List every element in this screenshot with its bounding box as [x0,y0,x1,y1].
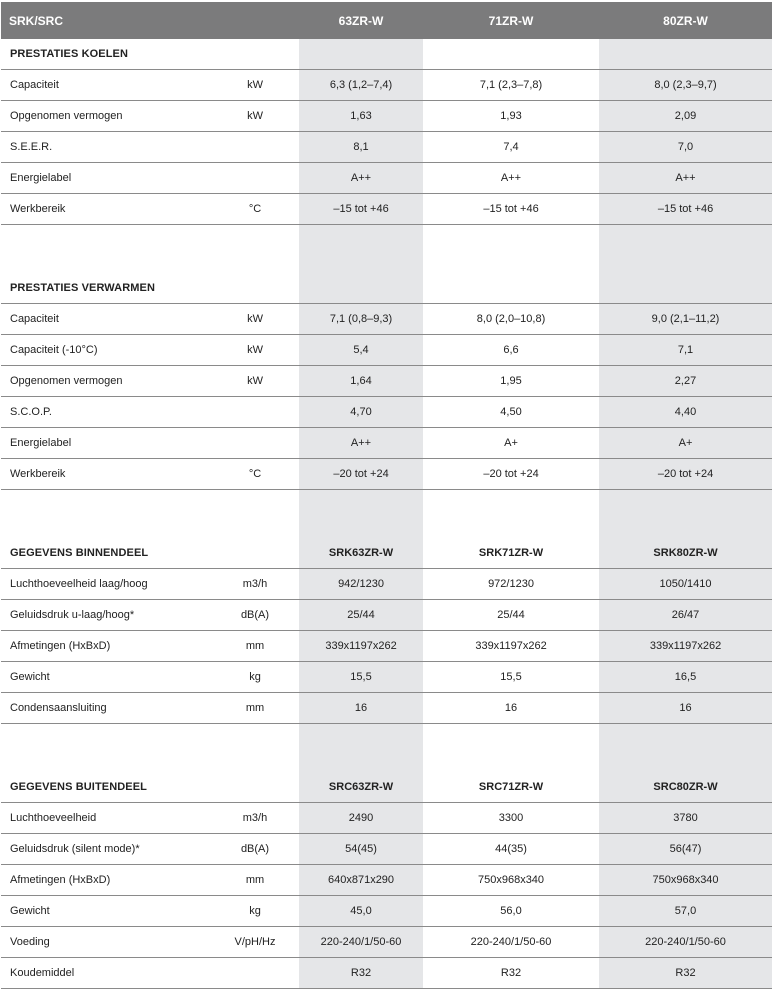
row-unit [211,132,299,163]
row-value: 15,5 [423,662,599,693]
row-value: A++ [423,163,599,194]
row-unit: V/pH/Hz [211,927,299,958]
table-row [1,662,772,693]
spacer-cell [599,490,772,539]
row-unit: mm [211,865,299,896]
row-label: Opgenomen vermogen [1,366,211,397]
row-value: 2490 [299,803,423,834]
row-value: 25/44 [423,600,599,631]
table-body [1,39,772,989]
row-value: 7,0 [599,132,772,163]
section-unit-cell [211,772,299,803]
row-label: Afmetingen (HxBxD) [1,865,211,896]
table-row [1,896,772,927]
row-value: –15 tot +46 [423,194,599,225]
row-value: 16 [599,693,772,724]
table-row [1,459,772,490]
section-model-cell: SRK71ZR-W [423,538,599,569]
section-title: PRESTATIES VERWARMEN [1,273,211,304]
section-model-cell [423,39,599,70]
row-value: 4,40 [599,397,772,428]
row-value: 16,5 [599,662,772,693]
section-unit-cell [211,273,299,304]
table-row [1,631,772,662]
spacer-cell [1,490,211,539]
row-value: 15,5 [299,662,423,693]
section-spacer [1,225,772,274]
row-label: Koudemiddel [1,958,211,989]
spacer-cell [423,490,599,539]
table-row [1,803,772,834]
row-value: 1,93 [423,101,599,132]
row-label: Werkbereik [1,194,211,225]
row-unit: dB(A) [211,600,299,631]
row-value: 25/44 [299,600,423,631]
table-row [1,132,772,163]
spec-table [1,2,772,989]
spacer-cell [299,724,423,773]
spacer-cell [599,724,772,773]
row-value: R32 [299,958,423,989]
row-value: R32 [423,958,599,989]
row-label: Luchthoeveelheid laag/hoog [1,569,211,600]
spacer-cell [211,225,299,274]
table-row [1,304,772,335]
row-value: 9,0 (2,1–11,2) [599,304,772,335]
section-model-cell: SRC71ZR-W [423,772,599,803]
row-value: –20 tot +24 [299,459,423,490]
row-label: Afmetingen (HxBxD) [1,631,211,662]
spacer-cell [211,724,299,773]
row-value: 5,4 [299,335,423,366]
row-value: 220-240/1/50-60 [599,927,772,958]
row-value: 54(45) [299,834,423,865]
row-value: 339x1197x262 [599,631,772,662]
row-value: 7,1 (2,3–7,8) [423,70,599,101]
row-value: 1050/1410 [599,569,772,600]
spacer-cell [1,724,211,773]
row-value: 2,09 [599,101,772,132]
row-label: Gewicht [1,662,211,693]
row-value: 56(47) [599,834,772,865]
row-label: Opgenomen vermogen [1,101,211,132]
row-value: 339x1197x262 [299,631,423,662]
row-value: 26/47 [599,600,772,631]
table-row [1,600,772,631]
section-model-cell: SRC80ZR-W [599,772,772,803]
row-unit [211,163,299,194]
table-row [1,569,772,600]
row-value: –15 tot +46 [599,194,772,225]
row-value: 4,50 [423,397,599,428]
table-row [1,397,772,428]
section-model-cell [299,39,423,70]
row-unit: °C [211,194,299,225]
section-spacer [1,724,772,773]
row-unit: m3/h [211,569,299,600]
spacer-cell [599,225,772,274]
table-row [1,927,772,958]
row-value: –15 tot +46 [299,194,423,225]
model-header-2: 71ZR-W [423,2,599,39]
row-label: Capaciteit [1,304,211,335]
row-value: –20 tot +24 [423,459,599,490]
row-unit: kg [211,662,299,693]
row-label: Gewicht [1,896,211,927]
row-value: 6,3 (1,2–7,4) [299,70,423,101]
spacer-cell [423,724,599,773]
row-label: Luchthoeveelheid [1,803,211,834]
row-value: 750x968x340 [423,865,599,896]
row-value: A+ [599,428,772,459]
row-value: 339x1197x262 [423,631,599,662]
section-model-cell: SRK80ZR-W [599,538,772,569]
row-label: Energielabel [1,428,211,459]
row-value: 972/1230 [423,569,599,600]
section-model-cell [599,39,772,70]
spacer-cell [423,225,599,274]
row-value: 3300 [423,803,599,834]
row-unit: kW [211,101,299,132]
series-title: SRK/SRC [1,2,299,39]
table-row [1,335,772,366]
row-label: Capaciteit (-10°C) [1,335,211,366]
row-value: A++ [599,163,772,194]
row-label: Condensaansluiting [1,693,211,724]
spacer-cell [1,225,211,274]
table-row [1,194,772,225]
table-row [1,70,772,101]
section-model-cell [299,273,423,304]
row-value: 6,6 [423,335,599,366]
table-header [1,2,772,39]
section-header-row [1,538,772,569]
row-value: 7,4 [423,132,599,163]
section-spacer [1,490,772,539]
spacer-cell [299,490,423,539]
section-header-row [1,39,772,70]
row-label: Geluidsdruk (silent mode)* [1,834,211,865]
row-value: 45,0 [299,896,423,927]
row-value: 3780 [599,803,772,834]
row-value: 57,0 [599,896,772,927]
row-value: 4,70 [299,397,423,428]
section-title: GEGEVENS BUITENDEEL [1,772,211,803]
table-row [1,101,772,132]
table-row [1,834,772,865]
row-value: A++ [299,428,423,459]
row-unit: mm [211,631,299,662]
section-unit-cell [211,39,299,70]
model-header-3: 80ZR-W [599,2,772,39]
row-label: Energielabel [1,163,211,194]
row-value: 220-240/1/50-60 [423,927,599,958]
row-value: 16 [423,693,599,724]
row-value: A+ [423,428,599,459]
section-model-cell: SRK63ZR-W [299,538,423,569]
row-value: 44(35) [423,834,599,865]
row-unit: °C [211,459,299,490]
row-value: 1,63 [299,101,423,132]
table-row [1,693,772,724]
row-value: 8,0 (2,3–9,7) [599,70,772,101]
spacer-cell [299,225,423,274]
row-value: 640x871x290 [299,865,423,896]
row-label: S.C.O.P. [1,397,211,428]
row-unit: kW [211,304,299,335]
section-model-cell: SRC63ZR-W [299,772,423,803]
row-label: S.E.E.R. [1,132,211,163]
section-header-row [1,273,772,304]
row-value: 2,27 [599,366,772,397]
row-value: 8,0 (2,0–10,8) [423,304,599,335]
section-title: GEGEVENS BINNENDEEL [1,538,211,569]
section-model-cell [423,273,599,304]
spacer-cell [211,490,299,539]
row-unit [211,428,299,459]
section-title: PRESTATIES KOELEN [1,39,211,70]
table-row [1,428,772,459]
row-unit: m3/h [211,803,299,834]
row-label: Voeding [1,927,211,958]
row-unit: dB(A) [211,834,299,865]
table-row [1,958,772,989]
table-row [1,865,772,896]
row-value: 7,1 [599,335,772,366]
row-unit: mm [211,693,299,724]
row-value: 16 [299,693,423,724]
row-unit: kW [211,335,299,366]
row-value: 56,0 [423,896,599,927]
row-value: 1,64 [299,366,423,397]
row-unit: kW [211,70,299,101]
row-unit: kW [211,366,299,397]
section-unit-cell [211,538,299,569]
row-label: Werkbereik [1,459,211,490]
section-model-cell [599,273,772,304]
row-label: Geluidsdruk u-laag/hoog* [1,600,211,631]
section-header-row [1,772,772,803]
model-header-1: 63ZR-W [299,2,423,39]
row-value: R32 [599,958,772,989]
row-value: 750x968x340 [599,865,772,896]
row-value: 8,1 [299,132,423,163]
row-value: 1,95 [423,366,599,397]
row-value: –20 tot +24 [599,459,772,490]
row-value: 7,1 (0,8–9,3) [299,304,423,335]
table-row [1,366,772,397]
row-unit: kg [211,896,299,927]
row-value: 220-240/1/50-60 [299,927,423,958]
row-value: 942/1230 [299,569,423,600]
table-row [1,163,772,194]
row-unit [211,397,299,428]
row-unit [211,958,299,989]
row-value: A++ [299,163,423,194]
row-label: Capaciteit [1,70,211,101]
